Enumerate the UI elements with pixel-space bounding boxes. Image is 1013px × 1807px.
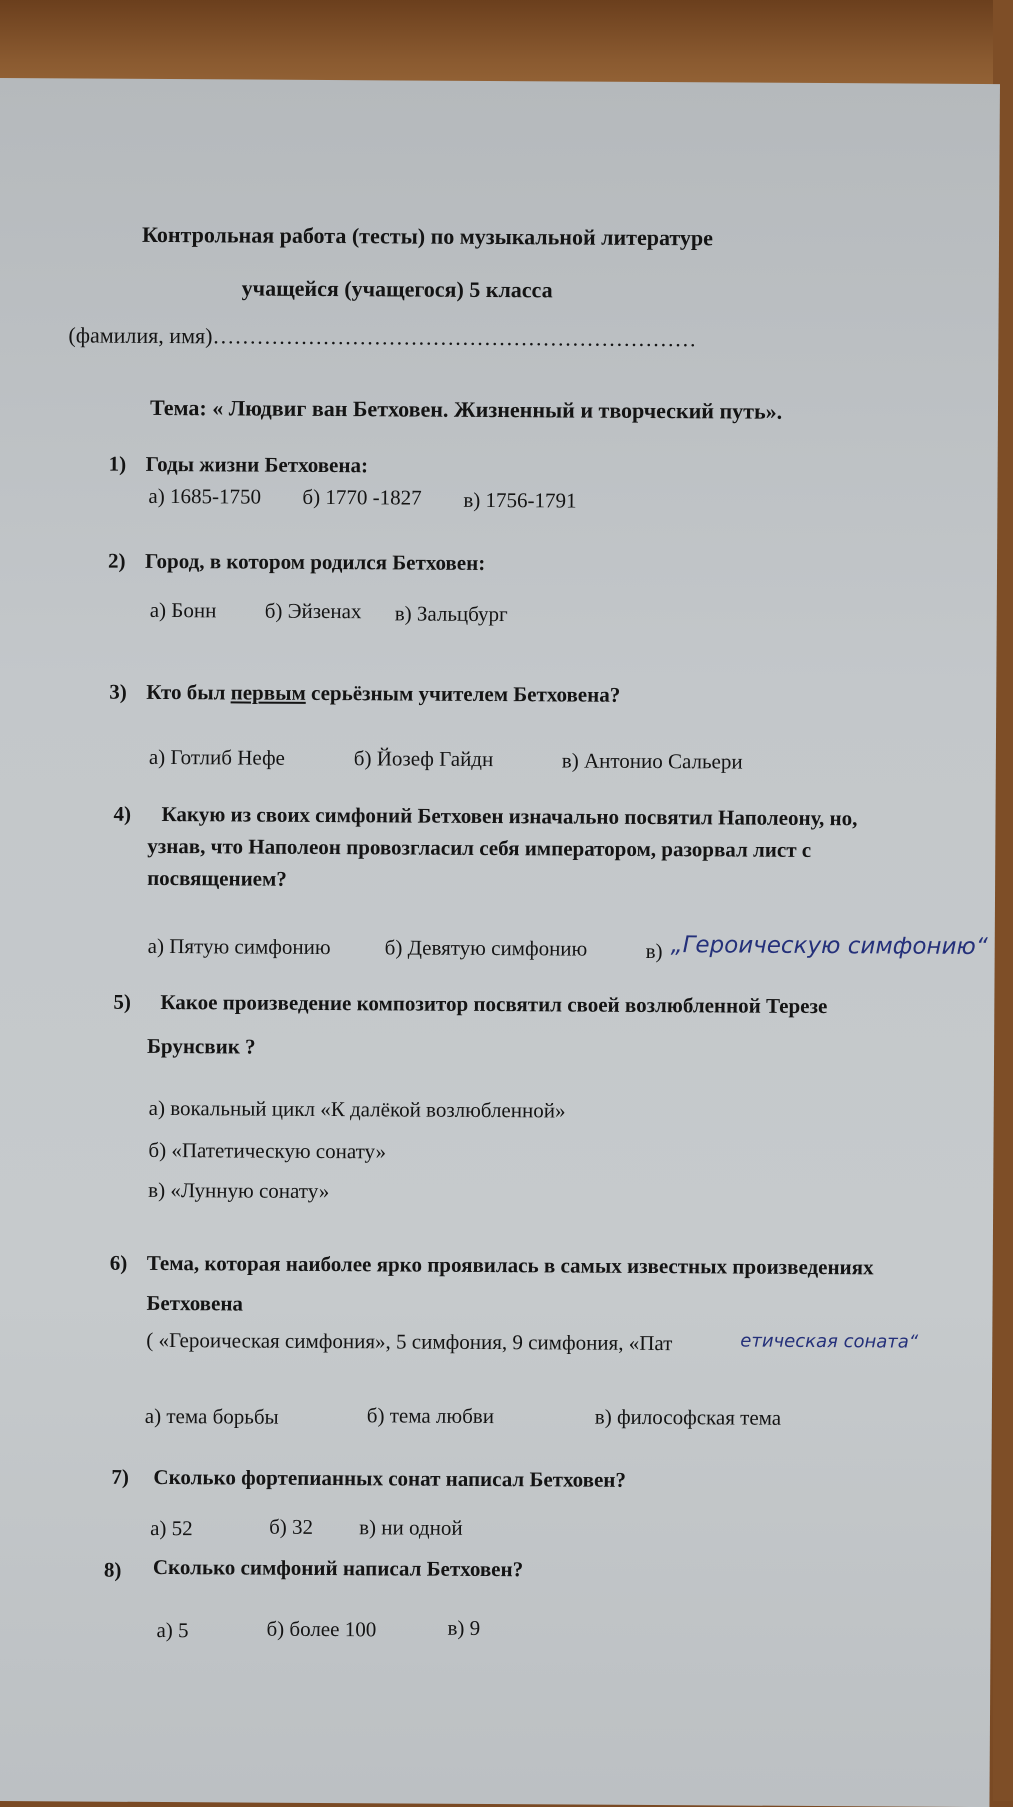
- answer-a[interactable]: а) Бонн: [149, 597, 217, 623]
- answer-b[interactable]: б) 32: [269, 1514, 314, 1539]
- question-number: 5): [113, 989, 131, 1014]
- question-number: 8): [103, 1557, 122, 1582]
- answer-b[interactable]: б) Девятую симфонию: [384, 935, 588, 961]
- handwritten-text: етическая соната“: [740, 1330, 919, 1353]
- answer-c[interactable]: в) 9: [447, 1615, 481, 1640]
- test-sheet: [0, 78, 1000, 1807]
- underlined-word: первым: [230, 680, 306, 705]
- question-number: 3): [109, 679, 127, 704]
- answer-b[interactable]: б) Йозеф Гайдн: [353, 746, 494, 772]
- question-line-1: Тема, которая наиболее ярко проявилась в самых известных произведениях: [146, 1250, 874, 1280]
- question-number: 2): [107, 548, 126, 573]
- answer-b[interactable]: б) «Патетическую сонату»: [148, 1137, 387, 1164]
- question-line-2: узнав, что Наполеон провозгласил себя императором, разорвал лист с: [147, 833, 812, 862]
- question-text-end: серьёзным учителем Бетховена?: [305, 680, 621, 707]
- question-number: 1): [108, 451, 127, 476]
- answer-a[interactable]: а) Готлиб Нефе: [148, 744, 285, 770]
- question-number: 6): [109, 1250, 128, 1275]
- title-line-2: учащейся (учащегося) 5 класса: [241, 275, 553, 303]
- question-text: [146, 679, 621, 707]
- answer-b[interactable]: б) Эйзенах: [264, 598, 362, 624]
- question-number: 4): [113, 801, 132, 826]
- answer-b[interactable]: б) тема любви: [366, 1403, 495, 1429]
- question-text: Годы жизни Бетховена:: [145, 451, 369, 478]
- answer-c[interactable]: в) Антонио Сальери: [561, 748, 743, 774]
- handwritten-answer: „Героическую симфонию“: [670, 932, 988, 961]
- answer-a[interactable]: а) 1685-1750: [148, 483, 262, 509]
- answer-a[interactable]: а) 52: [150, 1515, 193, 1541]
- question-text: Город, в котором родился Бетховен:: [144, 548, 486, 575]
- answer-a[interactable]: а) тема борьбы: [144, 1403, 279, 1429]
- answer-c[interactable]: в) «Лунную сонату»: [148, 1177, 330, 1204]
- question-line-2: Бетховена: [146, 1290, 244, 1316]
- question-line-3: ( «Героическая симфония», 5 симфония, 9 симфония, «Пат: [146, 1327, 673, 1356]
- answer-a[interactable]: а) вокальный цикл «К далёкой возлюбленной»: [148, 1095, 566, 1123]
- answer-b[interactable]: б) более 100: [266, 1616, 377, 1642]
- question-line-1: Какую из своих симфоний Бетховен изначально посвятил Наполеону, но,: [161, 802, 858, 831]
- question-line-2: Брунсвик ?: [147, 1033, 256, 1059]
- answer-b[interactable]: б) 1770 -1827: [302, 484, 422, 510]
- topic: Тема: « Людвиг ван Бетховен. Жизненный и творческий путь».: [149, 394, 783, 424]
- question-text: Сколько фортепианных сонат написал Бетховен?: [153, 1464, 627, 1492]
- answer-a[interactable]: а) Пятую симфонию: [147, 933, 331, 960]
- answer-c[interactable]: в) философская тема: [594, 1404, 782, 1430]
- answer-c[interactable]: в): [645, 938, 663, 964]
- name-field[interactable]: (фамилия, имя)…………………………………………………………: [68, 322, 697, 352]
- question-line-1: Какое произведение композитор посвятил своей возлюбленной Терезе: [160, 989, 828, 1019]
- question-text-start: Кто был: [146, 679, 231, 705]
- answer-c[interactable]: в) 1756-1791: [463, 487, 577, 513]
- answer-a[interactable]: а) 5: [156, 1617, 189, 1643]
- title-line-1: Контрольная работа (тесты) по музыкальной литературе: [141, 221, 714, 251]
- question-text: Сколько симфоний написал Бетховен?: [152, 1554, 524, 1582]
- question-line-3: посвящением?: [147, 865, 287, 891]
- answer-c[interactable]: в) Зальцбург: [394, 601, 508, 627]
- question-number: 7): [111, 1464, 130, 1489]
- answer-c[interactable]: в) ни одной: [359, 1515, 463, 1540]
